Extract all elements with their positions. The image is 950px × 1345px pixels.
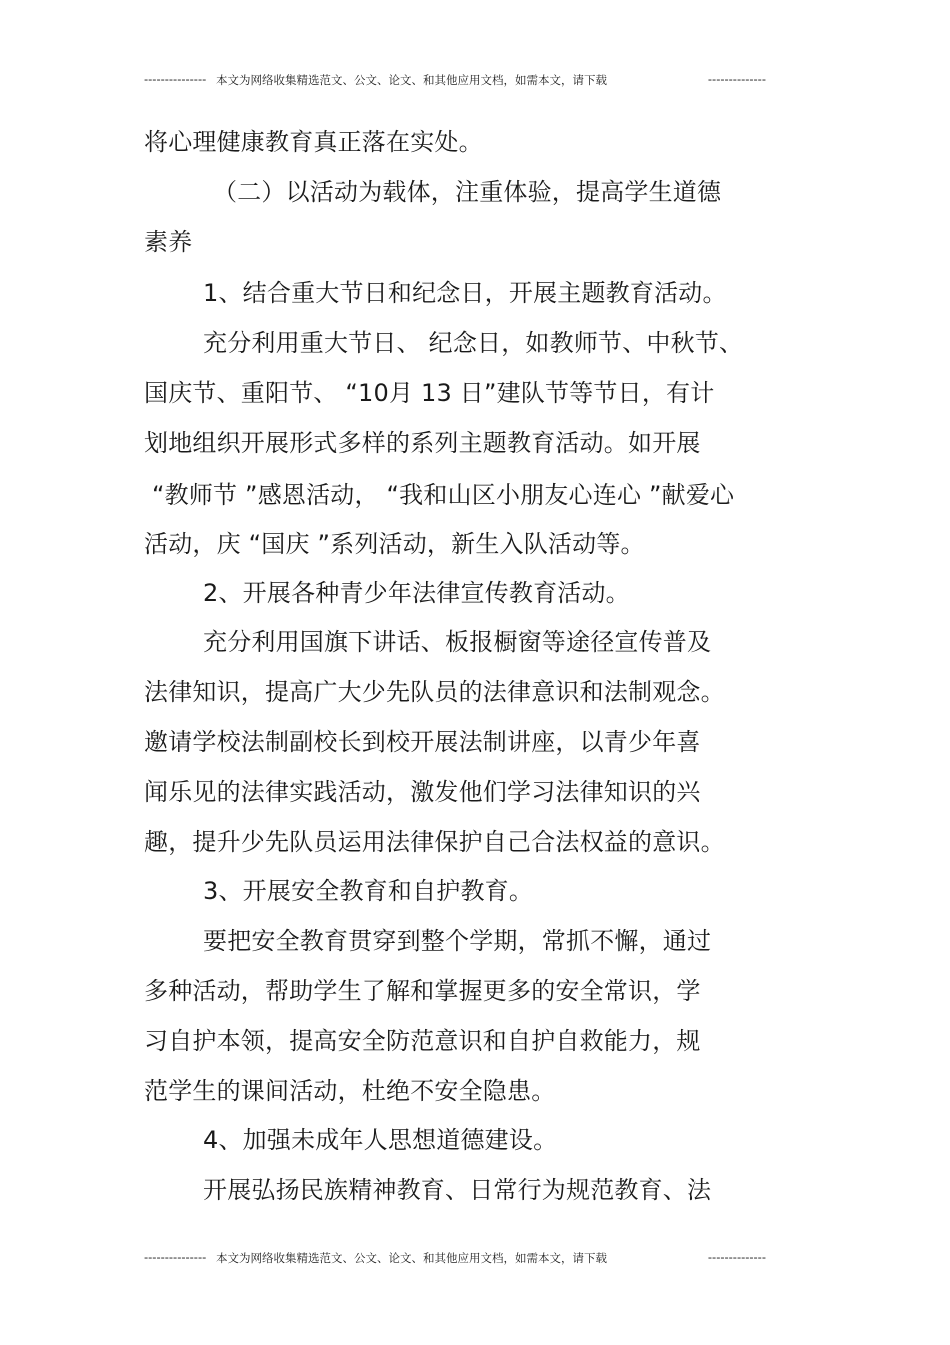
subsection-heading: 1、结合重大节日和纪念日，开展主题教育活动。 xyxy=(203,279,727,307)
text-line: 邀请学校法制副校长到校开展法制讲座，以青少年喜 xyxy=(144,728,701,756)
text-line: 习自护本领，提高安全防范意识和自护自救能力，规 xyxy=(144,1027,701,1055)
text-line: 活动，庆 “国庆 ”系列活动，新生入队活动等。 xyxy=(144,530,645,558)
footer-dash-left: --------------- xyxy=(144,1250,207,1264)
page-footer xyxy=(144,1250,766,1270)
text-line: 趣，提升少先队员运用法律保护自己合法权益的意识。 xyxy=(144,828,725,856)
text-line: 范学生的课间活动，杜绝不安全隐患。 xyxy=(144,1077,556,1105)
text-line: 充分利用重大节日、 纪念日，如教师节、中秋节、 xyxy=(203,329,744,357)
header-dash-left: --------------- xyxy=(144,72,207,86)
text-line: 法律知识，提高广大少先队员的法律意识和法制观念。 xyxy=(144,678,725,706)
text-line: 充分利用国旗下讲话、板报橱窗等途径宣传普及 xyxy=(203,628,712,656)
footer-dash-right: -------------- xyxy=(707,1250,766,1264)
text-line: 划地组织开展形式多样的系列主题教育活动。如开展 xyxy=(144,429,701,457)
subsection-heading: 2、开展各种青少年法律宣传教育活动。 xyxy=(203,579,630,607)
subsection-heading: 3、开展安全教育和自护教育。 xyxy=(203,877,534,905)
subsection-heading: 4、加强未成年人思想道德建设。 xyxy=(203,1126,558,1154)
header-dash-right: -------------- xyxy=(707,72,766,86)
section-heading: （二）以活动为载体，注重体验，提高学生道德 xyxy=(213,178,722,206)
section-heading-cont: 素养 xyxy=(144,228,193,256)
text-line: 国庆节、重阳节、 “10月 13 日”建队节等节日，有计 xyxy=(144,379,715,407)
text-line: 闻乐见的法律实践活动，激发他们学习法律知识的兴 xyxy=(144,778,701,806)
page-header xyxy=(144,72,766,92)
text-line: 将心理健康教育真正落在实处。 xyxy=(144,128,483,156)
text-line: 要把安全教育贯穿到整个学期，常抓不懈，通过 xyxy=(203,927,712,955)
header-text: 本文为网络收集精选范文、公文、论文、和其他应用文档，如需本文，请下载 xyxy=(216,73,607,87)
text-line: “教师节 ”感恩活动， “我和山区小朋友心连心 ”献爱心 xyxy=(152,481,735,509)
text-line: 开展弘扬民族精神教育、日常行为规范教育、法 xyxy=(203,1176,712,1204)
footer-text: 本文为网络收集精选范文、公文、论文、和其他应用文档，如需本文，请下载 xyxy=(216,1251,607,1265)
text-line: 多种活动，帮助学生了解和掌握更多的安全常识，学 xyxy=(144,977,701,1005)
